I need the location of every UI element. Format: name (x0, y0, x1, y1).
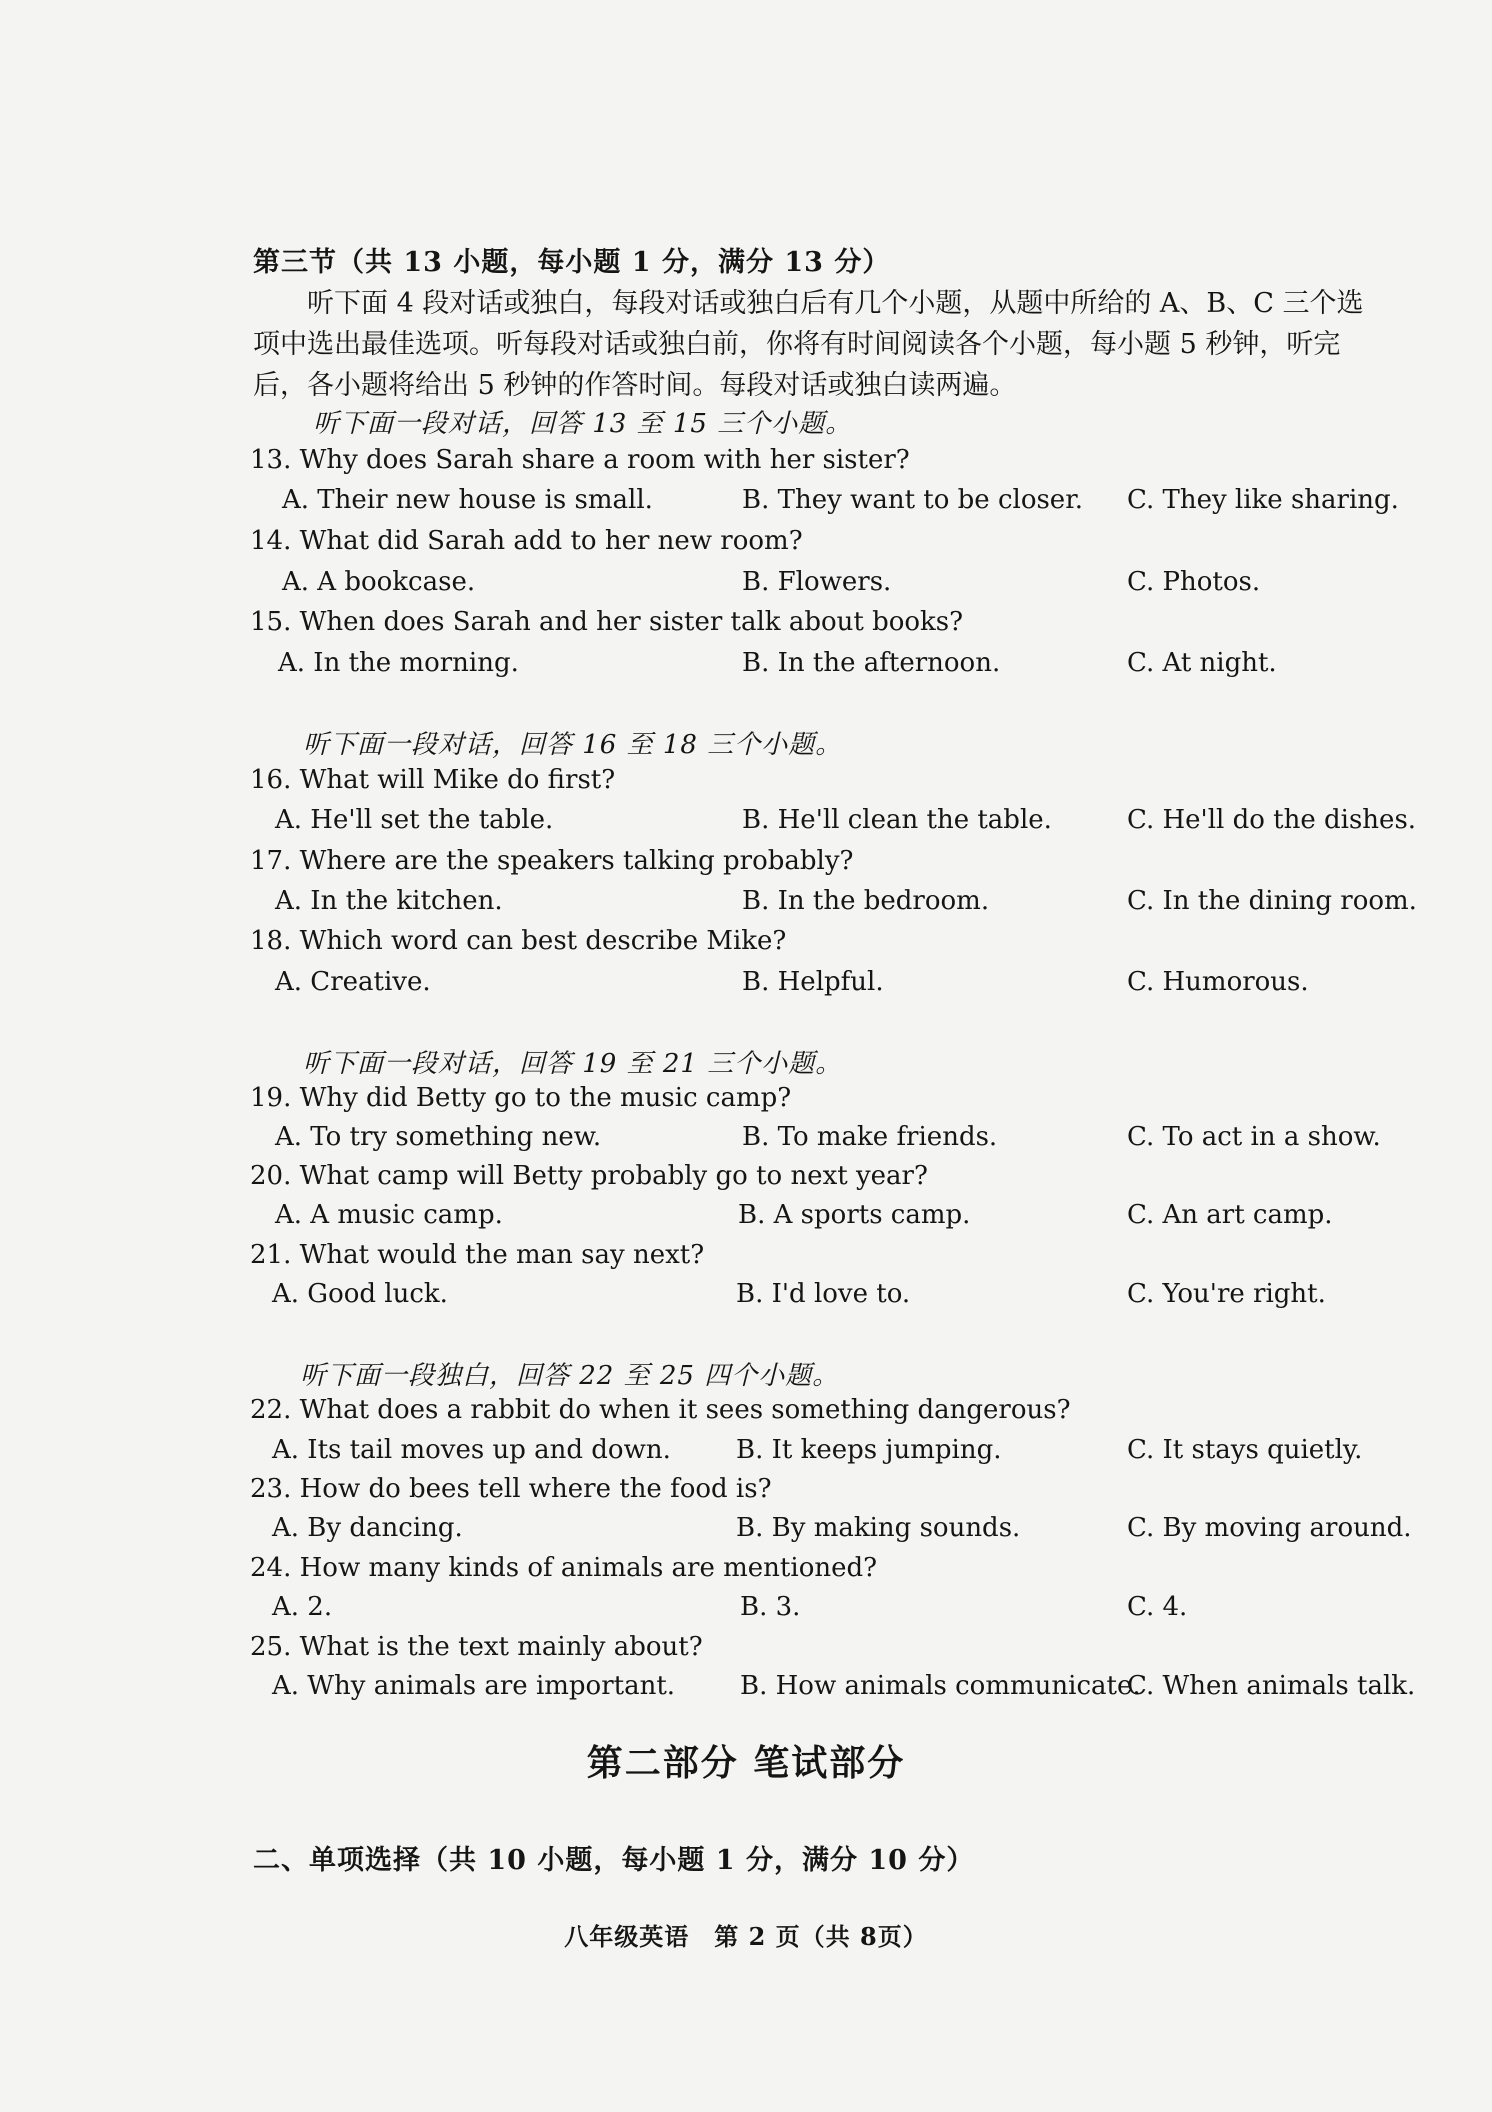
option-a: A. Creative. (275, 967, 431, 997)
option-b: B. In the bedroom. (742, 886, 990, 916)
question-stem: 21. What would the man say next? (250, 1240, 705, 1270)
section-3-heading: 第三节（共 13 小题，每小题 1 分，满分 13 分） (253, 247, 891, 278)
option-b: B. A sports camp. (738, 1200, 971, 1230)
question-stem: 20. What camp will Betty probably go to next year? (250, 1161, 928, 1191)
group-context: 听下面一段对话，回答 16 至 18 三个小题。 (303, 730, 843, 760)
option-a: A. Good luck. (272, 1279, 448, 1309)
group-context: 听下面一段独白，回答 22 至 25 四个小题。 (300, 1361, 840, 1391)
section-2-heading: 二、单项选择（共 10 小题，每小题 1 分，满分 10 分） (253, 1845, 975, 1876)
option-b: B. In the afternoon. (742, 648, 1001, 678)
option-a: A. 2. (272, 1592, 333, 1622)
option-a: A. By dancing. (272, 1513, 463, 1543)
option-b: B. Flowers. (742, 567, 892, 597)
option-a: A. To try something new. (275, 1122, 602, 1152)
option-c: C. It stays quietly. (1127, 1435, 1363, 1465)
question-stem: 23. How do bees tell where the food is? (250, 1474, 772, 1504)
option-a: A. He'll set the table. (275, 805, 554, 835)
question-stem: 13. Why does Sarah share a room with her sister? (250, 445, 910, 475)
option-b: B. It keeps jumping. (736, 1435, 1002, 1465)
option-c: C. In the dining room. (1127, 886, 1417, 916)
question-stem: 25. What is the text mainly about? (250, 1632, 703, 1662)
option-b: B. How animals communicate. (740, 1671, 1141, 1701)
option-b: B. They want to be closer. (742, 485, 1084, 515)
section-3-instructions: 听下面 4 段对话或独白，每段对话或独白后有几个小题，从题中所给的 A、B、C 三个选项中选出最佳选项。听每段对话或独白前，你将有时间阅读各个小题，每小题 5 秒钟，听完后，各小题将给出 5 秒钟的作答时间。每段对话或独白读两遍。 (253, 288, 1364, 401)
page-footer: 八年级英语 第 2 页（共 8页） (564, 1922, 928, 1951)
option-a: A. A music camp. (275, 1200, 503, 1230)
option-a: A. A bookcase. (282, 567, 476, 597)
option-b: B. 3. (740, 1592, 801, 1622)
group-context: 听下面一段对话，回答 19 至 21 三个小题。 (303, 1049, 843, 1079)
option-c: C. To act in a show. (1127, 1122, 1381, 1152)
option-c: C. When animals talk. (1127, 1671, 1416, 1701)
option-c: C. He'll do the dishes. (1127, 805, 1417, 835)
option-b: B. Helpful. (742, 967, 884, 997)
question-stem: 24. How many kinds of animals are mentioned? (250, 1553, 878, 1583)
option-c: C. Photos. (1127, 567, 1261, 597)
option-c: C. An art camp. (1127, 1200, 1333, 1230)
option-b: B. I'd love to. (736, 1279, 911, 1309)
question-stem: 15. When does Sarah and her sister talk about books? (250, 607, 964, 637)
option-c: C. 4. (1127, 1592, 1188, 1622)
question-stem: 17. Where are the speakers talking probably? (250, 846, 854, 876)
option-c: C. You're right. (1127, 1279, 1326, 1309)
option-c: C. They like sharing. (1127, 485, 1399, 515)
option-a: A. In the kitchen. (275, 886, 503, 916)
option-a: A. In the morning. (278, 648, 519, 678)
option-c: C. Humorous. (1127, 967, 1309, 997)
option-a: A. Their new house is small. (282, 485, 653, 515)
option-c: C. At night. (1127, 648, 1277, 678)
option-c: C. By moving around. (1127, 1513, 1412, 1543)
option-b: B. He'll clean the table. (742, 805, 1052, 835)
part-2-title: 第二部分 笔试部分 (586, 1742, 906, 1784)
option-a: A. Why animals are important. (272, 1671, 676, 1701)
question-stem: 18. Which word can best describe Mike? (250, 926, 787, 956)
option-b: B. To make friends. (742, 1122, 998, 1152)
question-stem: 19. Why did Betty go to the music camp? (250, 1083, 792, 1113)
question-stem: 16. What will Mike do first? (250, 765, 616, 795)
question-stem: 14. What did Sarah add to her new room? (250, 526, 803, 556)
question-stem: 22. What does a rabbit do when it sees something dangerous? (250, 1395, 1071, 1425)
group-context: 听下面一段对话，回答 13 至 15 三个小题。 (313, 409, 853, 439)
option-a: A. Its tail moves up and down. (272, 1435, 671, 1465)
option-b: B. By making sounds. (736, 1513, 1021, 1543)
